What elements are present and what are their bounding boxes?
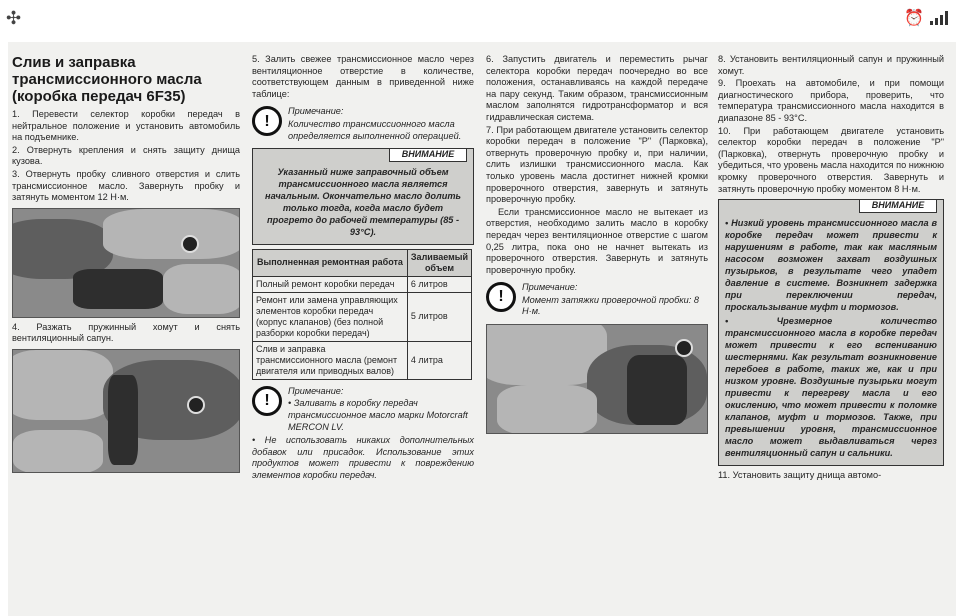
step-7-continued: Если трансмиссионное масло не вытекает из отверстия, необходимо залить масло в коробку передач через вентиляционное отверстие с шагом 0,25 литра, пока оно не начнет вытекать из проверочного отверстия. Завернуть и затянуть проверочную пробку.: [486, 206, 708, 275]
step-8: 8. Установить вентиляционный сапун и пружинный хомут.: [718, 54, 944, 76]
manual-page: [8, 42, 956, 616]
attention-icon: !: [486, 282, 516, 312]
step-9: 9. Проехать на автомобиле, и при помощи диагностического прибора, проверить, что температура трансмиссионного масла находится в диапазоне 85 - 93°С.: [718, 78, 944, 123]
step-2: 2. Отвернуть крепления и снять защиту днища кузова.: [12, 144, 240, 167]
photo-breather-cap: [12, 349, 240, 473]
page-title: Слив и заправка трансмиссионного масла (коробка передач 6F35): [12, 54, 202, 105]
column-4: [718, 54, 944, 482]
note-oil-additives: • Не использовать никаких дополнительных добавок или присадок. Использование этих продуктов может привести к повреждению элементов коробки передач.: [252, 435, 474, 480]
step-3: 3. Отвернуть пробку сливного отверстия и слить трансмиссионное масло. Завернуть пробку и затянуть моментом 12 Н·м.: [12, 168, 240, 203]
alarm-icon: ⏰: [904, 10, 924, 27]
pinwheel-icon: ✣: [6, 8, 22, 28]
status-bar: [0, 0, 960, 40]
step-6: 6. Запустить двигатель и переместить рычаг селектора коробки передач поочередно во все положения, останавливаясь на каждой передаче на пару секунд. Таким образом, трансмиссионным маслом заполнятся гидротрансформатор и вся гидравлическая система.: [486, 54, 708, 122]
step-7: 7. При работающем двигателе установить селектор коробки передач в положение "P" (Парковка), отвернуть проверочную пробку и, при наличии, слить излишки трансмиссионного масла. Как только уровень масла достигнет нижней кромки проверочного отверстия, завернуть и затянуть проверочную пробку.: [486, 124, 708, 205]
warning-box-initial-volume: ВНИМАНИЕ Указанный ниже заправочный объем трансмиссионного масла является начальным. Окончательно масло долить только тогда, когда масло будет прогрето до рабочей температуры (85 - 93°С).: [252, 148, 474, 245]
photo-marker-icon: [187, 396, 205, 414]
note-oil-brand: ! Примечание: • Заливать в коробку передач трансмиссионное масло марки Motorcraft MERCON LV.: [252, 386, 474, 433]
step-5: 5. Залить свежее трансмиссионное масло через вентиляционное отверстие в количестве, соответствующем данным в приведенной ниже таблице:: [252, 54, 474, 99]
photo-marker-icon: [181, 235, 199, 253]
photo-check-plug: [486, 324, 708, 434]
warning-box-oil-level: ВНИМАНИЕ • Низкий уровень трансмиссионного масла в коробке передач может привести к нарушениям в работе, так как масляным насосом возможен захват воздушных пузырьков, в результате чего упадет давление в системе. Возникнет задержка при переключении передач, проскальзывание муфт и тормозов. • Чрезмерное количество трансмиссионного масла в коробке передач может привести к его вспениванию шестернями. Как результат возникновение перебоев в работе, таких же, как и при низком уровне. Воздушные пузырьки могут привести к перегреву масла и его окислению, что может привести к поломке клапанов, муфт и тормозов. Также, при превышении уровня, трансмиссионное масло может выдавливаться через вентиляционный сапун и сальники.: [718, 199, 944, 466]
warning-label: ВНИМАНИЕ: [389, 149, 467, 162]
table-row: Слив и заправка трансмиссионного масла (ремонт двигателя или приводных валов) 4 литра: [253, 341, 472, 379]
column-2: [252, 54, 474, 483]
note-oil-quantity: ! Примечание: Количество трансмиссионного масла определяется выполненной операцией.: [252, 106, 474, 142]
attention-icon: !: [252, 386, 282, 416]
signal-icon: [930, 11, 948, 25]
attention-icon: !: [252, 106, 282, 136]
column-1: [12, 54, 240, 477]
step-11: 11. Установить защиту днища автомо-: [718, 469, 882, 480]
warning-label: ВНИМАНИЕ: [859, 200, 937, 213]
oil-volume-table: [252, 249, 472, 380]
table-row: Полный ремонт коробки передач 6 литров: [253, 276, 472, 292]
photo-marker-icon: [675, 339, 693, 357]
step-10: 10. При работающем двигателе установить селектор коробки передач в положение "P" (Парковка), отвернуть проверочную пробку и убедиться, что уровень масла находится по нижнюю кромку проверочного отверстия. Завернуть и затянуть проверочную пробку моментом 8 Н·м.: [718, 125, 944, 194]
table-header: Выполненная ремонтная работа: [253, 249, 408, 276]
column-3: [486, 54, 708, 438]
step-4: 4. Разжать пружинный хомут и снять вентиляционный сапун.: [12, 321, 240, 344]
step-1: 1. Перевести селектор коробки передач в нейтральное положение и установить автомобиль на подъемнике.: [12, 109, 240, 143]
table-header: Заливаемый объем: [407, 249, 471, 276]
table-row: Ремонт или замена управляющих элементов коробки передач (корпус клапанов) (без полной разборки коробки передач) 5 литров: [253, 292, 472, 341]
note-plug-torque: ! Примечание: Момент затяжки проверочной пробки: 8 Н·м.: [486, 282, 708, 318]
photo-drain-plug: [12, 208, 240, 318]
